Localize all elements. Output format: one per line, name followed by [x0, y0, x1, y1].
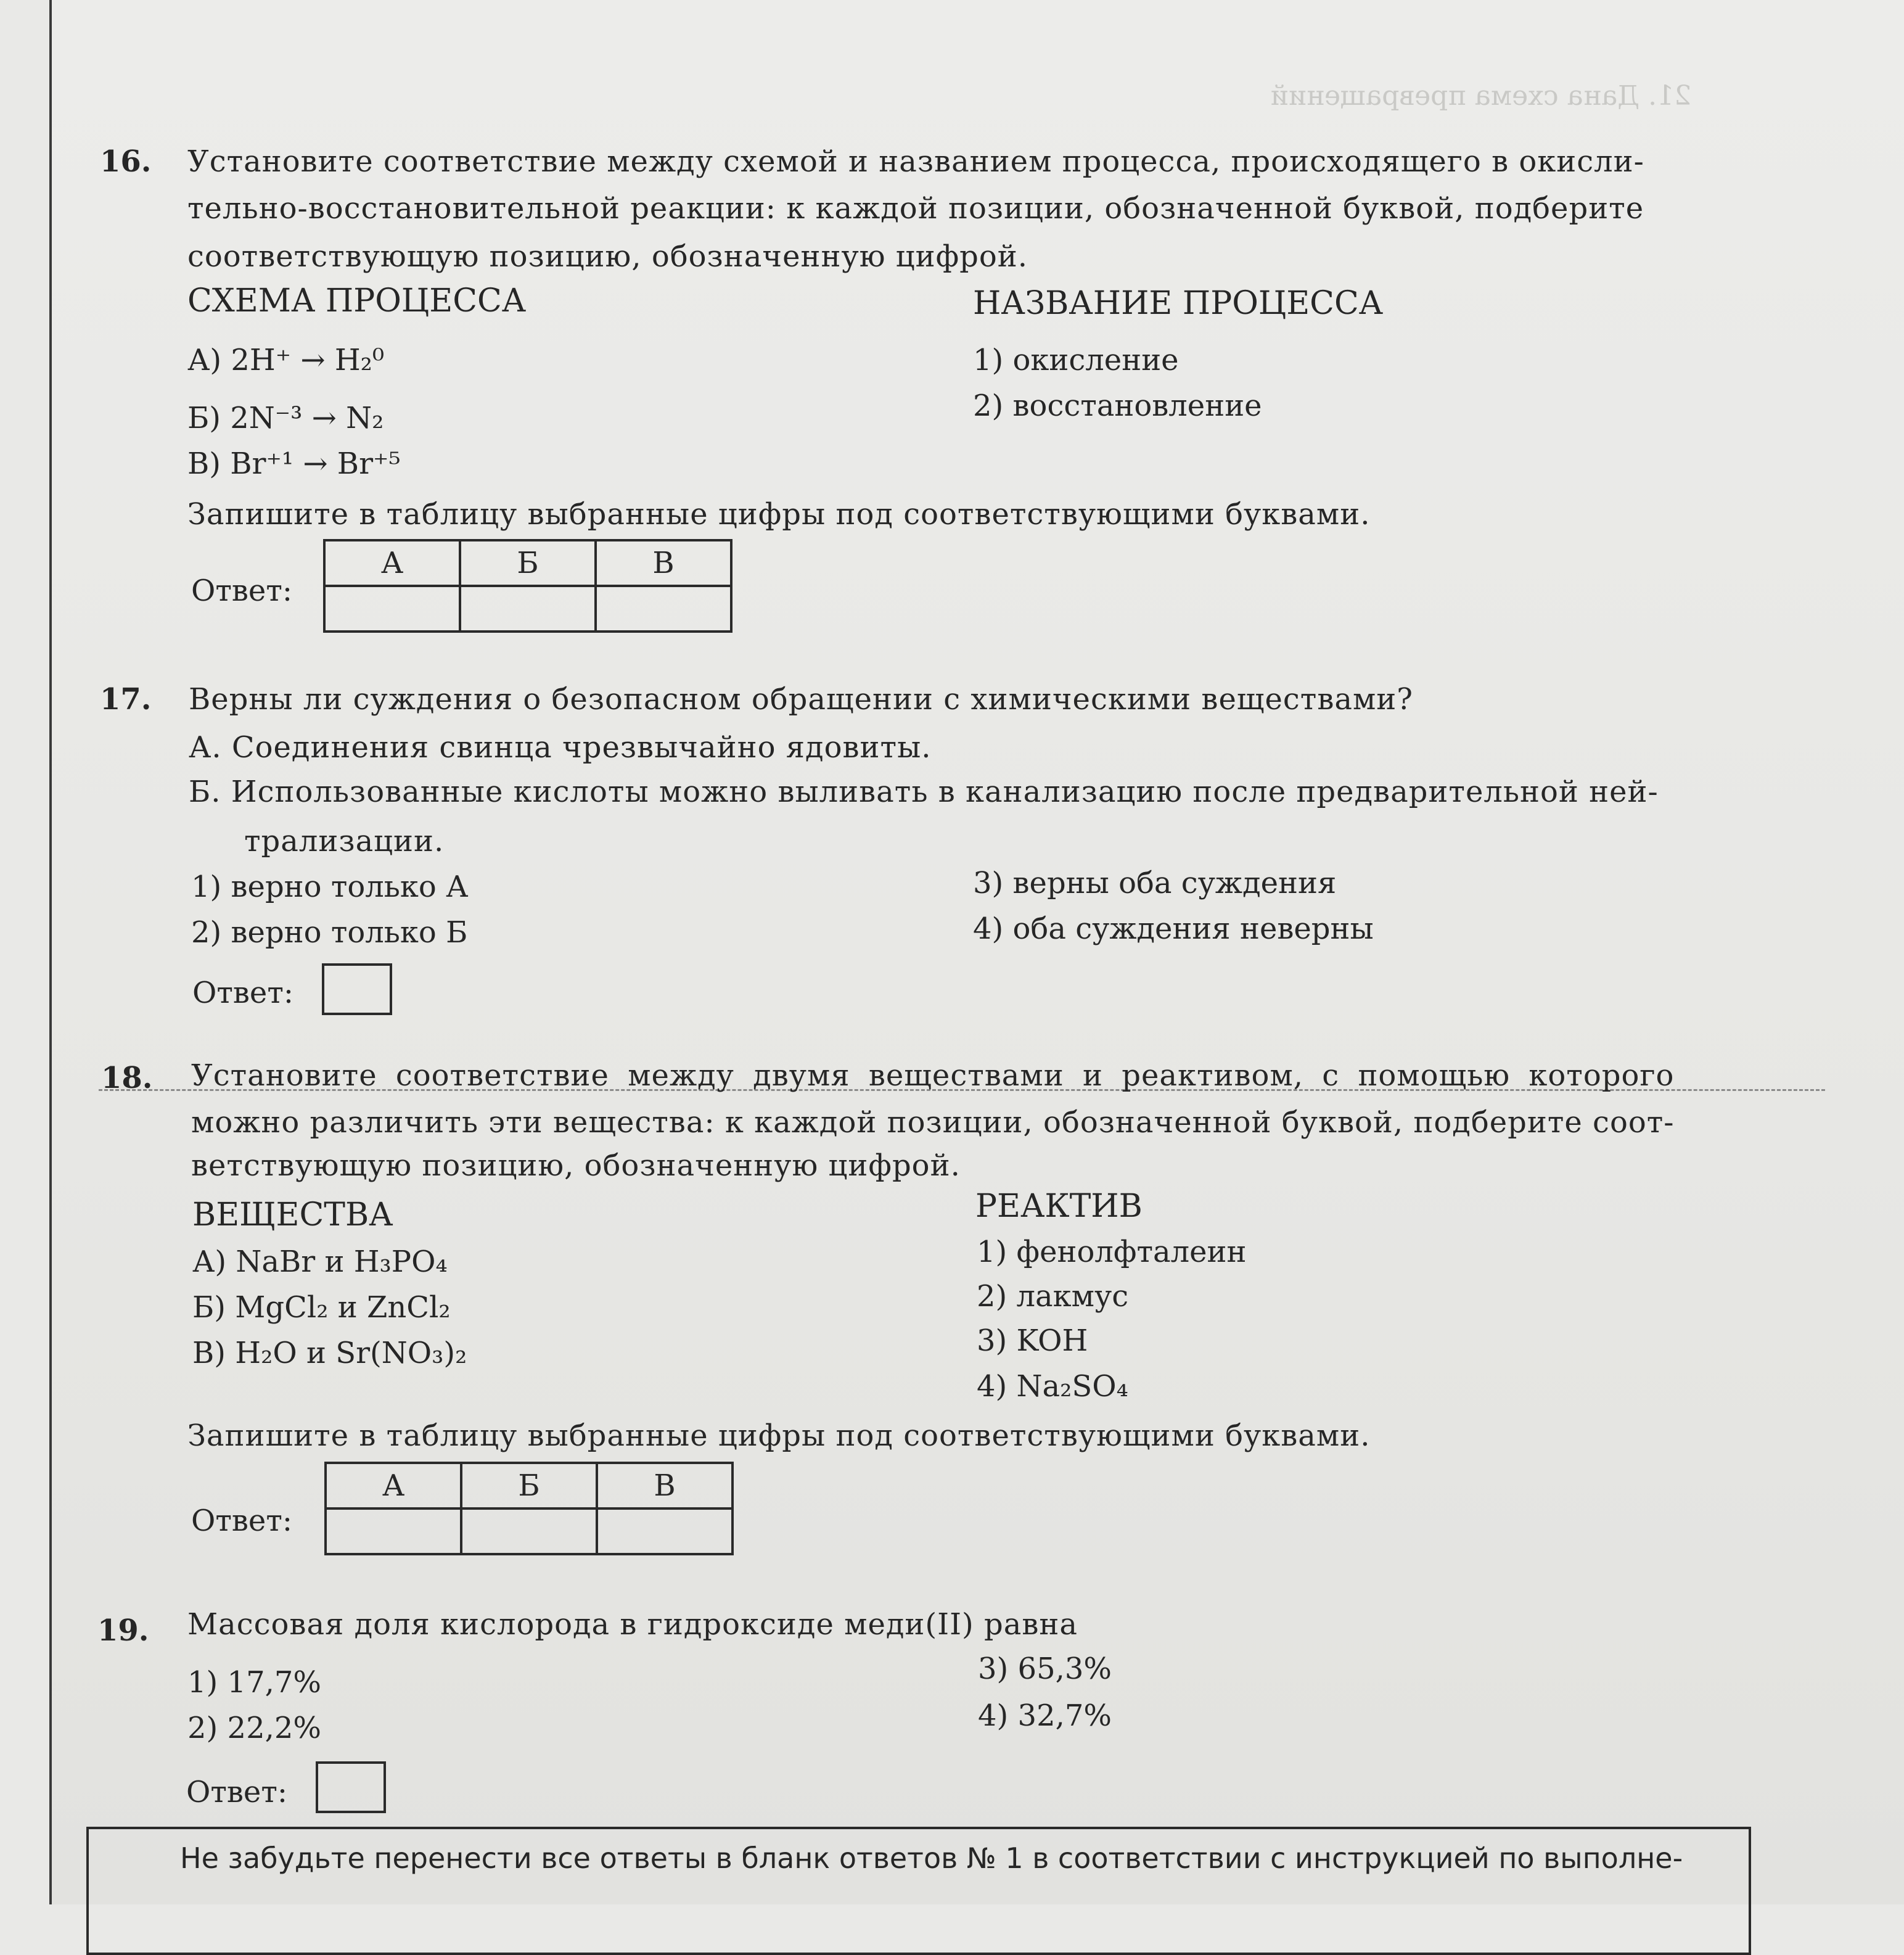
q16-col-left: СХЕМА ПРОЦЕССА [187, 282, 527, 319]
q18-header-b: Б [461, 1463, 597, 1508]
q18-reagent-1: 1) фенолфталеин [977, 1235, 1247, 1269]
q16-answer-cell-b[interactable] [460, 586, 596, 632]
q16-name-1: 1) окисление [973, 343, 1179, 377]
q18-answer-table [324, 1462, 734, 1555]
q16-line3: соответствующую позицию, обозначенную цифрой. [187, 239, 1028, 274]
q18-answer-cell-c[interactable] [597, 1508, 732, 1554]
q18-answer-cell-b[interactable] [461, 1508, 597, 1554]
q17-answer-label: Ответ: [192, 976, 294, 1010]
q18-number: 18. [101, 1061, 153, 1095]
q18-reagent-4: 4) Na₂SO₄ [977, 1369, 1128, 1404]
page-edge [49, 0, 52, 1904]
q17-statement-b-line1: Б. Использованные кислоты можно выливать в канализацию после предварительной ней- [189, 775, 1659, 809]
q16-header-c: В [596, 540, 731, 586]
q17-question: Верны ли суждения о безопасном обращении с химическими веществами? [189, 682, 1414, 717]
q17-statement-a: А. Соединения свинца чрезвычайно ядовиты. [189, 730, 932, 765]
q18-line1: Установите соответствие между двумя веществами и реактивом, с помощью которого [191, 1058, 1675, 1093]
q19-option-4[interactable]: 4) 32,7% [978, 1698, 1112, 1733]
q19-option-3[interactable]: 3) 65,3% [978, 1652, 1112, 1686]
q18-col-left: ВЕЩЕСТВА [192, 1196, 393, 1233]
q17-option-4[interactable]: 4) оба суждения неверны [973, 912, 1374, 946]
q19-option-1[interactable]: 1) 17,7% [187, 1665, 322, 1700]
q18-answer-label: Ответ: [191, 1504, 293, 1538]
reminder-text: Не забудьте перенести все ответы в бланк ответов № 1 в соответствии с инструкцией по выполне- [180, 1842, 1683, 1875]
q18-reagent-2: 2) лакмус [977, 1279, 1129, 1314]
q16-header-a: А [324, 540, 460, 586]
q16-header-b: Б [460, 540, 596, 586]
q16-instruction: Запишите в таблицу выбранные цифры под соответствующими буквами. [187, 497, 1371, 532]
q16-scheme-a: А) 2H⁺ → H₂⁰ [187, 343, 385, 377]
q19-option-2[interactable]: 2) 22,2% [187, 1711, 322, 1745]
q18-col-right: РЕАКТИВ [975, 1188, 1143, 1225]
q18-line2: можно различить эти вещества: к каждой позиции, обозначенной буквой, подберите соот- [191, 1105, 1675, 1140]
q19-number: 19. [97, 1613, 149, 1648]
q16-line2: тельно-восстановительной реакции: к каждой позиции, обозначенной буквой, подберите [187, 191, 1644, 226]
q16-line1: Установите соответствие между схемой и названием процесса, происходящего в окисли- [187, 144, 1644, 179]
q16-answer-cell-c[interactable] [596, 586, 731, 632]
bleed-through-text: 21. Дана схема превращений [1270, 80, 1692, 112]
q18-answer-cell-a[interactable] [326, 1508, 461, 1554]
q18-substance-c: В) H₂O и Sr(NO₃)₂ [192, 1336, 467, 1370]
q16-answer-table [323, 539, 732, 633]
q18-instruction: Запишите в таблицу выбранные цифры под соответствующими буквами. [187, 1418, 1371, 1453]
q18-header-c: В [597, 1463, 732, 1508]
q16-scheme-c: В) Br⁺¹ → Br⁺⁵ [187, 447, 401, 481]
q18-substance-a: А) NaBr и H₃PO₄ [192, 1245, 448, 1279]
q17-statement-b-line2: трализации. [244, 824, 445, 858]
q19-question: Массовая доля кислорода в гидроксиде меди(II) равна [187, 1607, 1078, 1642]
q17-option-3[interactable]: 3) верны оба суждения [973, 866, 1337, 900]
q19-answer-label: Ответ: [186, 1775, 288, 1809]
q18-substance-b: Б) MgCl₂ и ZnCl₂ [192, 1290, 451, 1325]
q18-line3: ветствующую позицию, обозначенную цифрой. [191, 1148, 961, 1183]
q18-header-a: А [326, 1463, 461, 1508]
q17-option-1[interactable]: 1) верно только А [191, 870, 469, 904]
q16-scheme-b: Б) 2N⁻³ → N₂ [187, 401, 384, 435]
q16-answer-label: Ответ: [191, 574, 293, 608]
q16-answer-cell-a[interactable] [324, 586, 460, 632]
q18-reagent-3: 3) KOH [977, 1323, 1088, 1358]
q17-option-2[interactable]: 2) верно только Б [191, 915, 468, 950]
reminder-box [86, 1827, 1751, 1955]
q19-answer-box[interactable] [316, 1761, 386, 1813]
q16-name-2: 2) восстановление [973, 389, 1262, 423]
q17-answer-box[interactable] [322, 963, 392, 1015]
q17-number: 17. [100, 682, 152, 717]
q16-col-right: НАЗВАНИЕ ПРОЦЕССА [973, 285, 1384, 322]
q16-number: 16. [100, 144, 152, 179]
